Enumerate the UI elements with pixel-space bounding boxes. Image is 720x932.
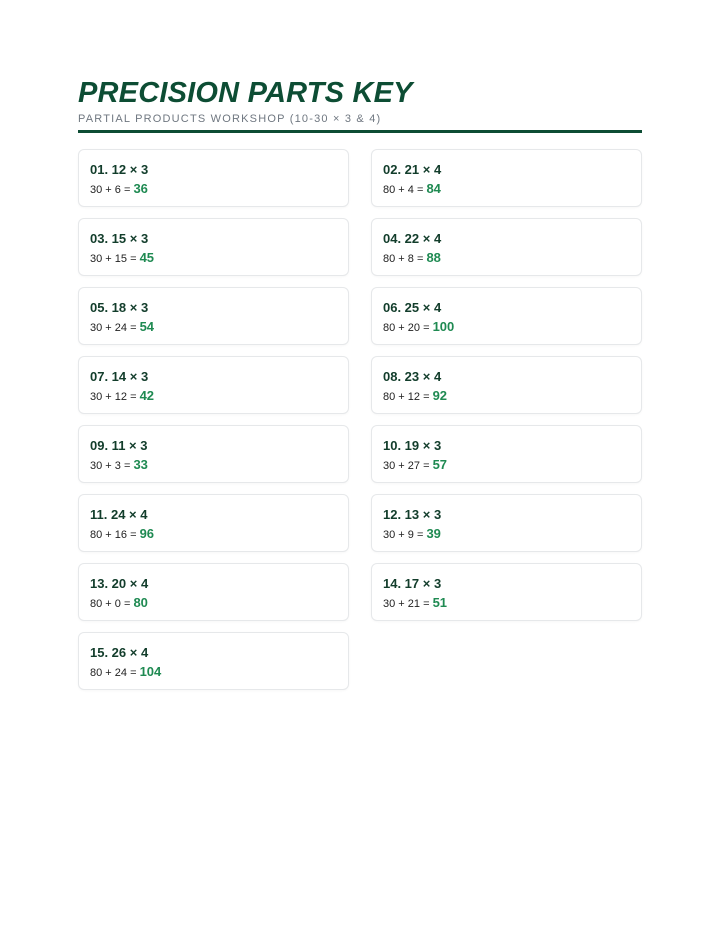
answer-value: 92 xyxy=(432,388,448,403)
partial-products-line xyxy=(383,180,630,199)
problem-label: 01. 12 × 3 xyxy=(90,162,149,177)
header-divider xyxy=(78,130,642,133)
problem-label: 11. 24 × 4 xyxy=(90,507,148,522)
problem-label: 04. 22 × 4 xyxy=(383,231,442,246)
partial-products-sum: 80 + 20 = xyxy=(383,322,430,334)
problem-label: 08. 23 × 4 xyxy=(383,369,442,384)
problem-label: 15. 26 × 4 xyxy=(90,645,149,660)
problem-card xyxy=(371,149,642,207)
problem-card xyxy=(78,218,349,276)
partial-products-sum: 80 + 12 = xyxy=(383,391,430,403)
problem-card xyxy=(371,218,642,276)
partial-products-sum: 80 + 4 = xyxy=(383,184,424,196)
problem-card xyxy=(371,494,642,552)
problem-label: 14. 17 × 3 xyxy=(383,576,442,591)
problem-grid xyxy=(78,149,642,690)
partial-products-line xyxy=(90,318,337,337)
problem-card xyxy=(78,494,349,552)
problem-card xyxy=(78,287,349,345)
answer-value: 42 xyxy=(139,388,155,403)
partial-products-sum: 30 + 27 = xyxy=(383,460,430,472)
answer-value: 100 xyxy=(432,319,455,334)
partial-products-sum: 30 + 24 = xyxy=(90,322,137,334)
problem-card xyxy=(78,632,349,690)
partial-products-sum: 80 + 8 = xyxy=(383,253,424,265)
problem-card xyxy=(78,425,349,483)
answer-value: 104 xyxy=(139,664,162,679)
answer-value: 39 xyxy=(426,526,441,541)
problem-label: 02. 21 × 4 xyxy=(383,162,442,177)
partial-products-line xyxy=(90,456,337,475)
partial-products-sum: 80 + 16 = xyxy=(90,529,137,541)
partial-products-sum: 30 + 9 = xyxy=(383,529,424,541)
problem-label: 13. 20 × 4 xyxy=(90,576,149,591)
answer-value: 45 xyxy=(139,250,155,265)
problem-card xyxy=(78,563,349,621)
partial-products-line xyxy=(90,387,337,406)
problem-card xyxy=(78,356,349,414)
partial-products-line xyxy=(90,525,337,544)
page-subtitle: PARTIAL PRODUCTS WORKSHOP (10-30 × 3 & 4) xyxy=(78,113,382,125)
partial-products-sum: 30 + 12 = xyxy=(90,391,137,403)
partial-products-sum: 80 + 0 = xyxy=(90,598,131,610)
partial-products-sum: 80 + 24 = xyxy=(90,667,137,679)
problem-card xyxy=(371,356,642,414)
answer-value: 57 xyxy=(432,457,448,472)
partial-products-sum: 30 + 15 = xyxy=(90,253,137,265)
problem-label: 03. 15 × 3 xyxy=(90,231,149,246)
problem-label: 10. 19 × 3 xyxy=(383,438,442,453)
answer-value: 36 xyxy=(133,181,148,196)
partial-products-line xyxy=(383,525,630,544)
partial-products-line xyxy=(383,249,630,268)
problem-label: 05. 18 × 3 xyxy=(90,300,149,315)
partial-products-sum: 30 + 21 = xyxy=(383,598,430,610)
problem-label: 07. 14 × 3 xyxy=(90,369,149,384)
partial-products-line xyxy=(383,318,630,337)
problem-card xyxy=(371,425,642,483)
partial-products-sum: 30 + 3 = xyxy=(90,460,131,472)
partial-products-line xyxy=(90,249,337,268)
problem-label: 09. 11 × 3 xyxy=(90,438,148,453)
answer-value: 80 xyxy=(133,595,148,610)
page-title: PRECISION PARTS KEY xyxy=(78,77,413,109)
problem-card xyxy=(78,149,349,207)
answer-value: 96 xyxy=(139,526,155,541)
partial-products-line xyxy=(90,594,337,613)
problem-label: 12. 13 × 3 xyxy=(383,507,442,522)
partial-products-line xyxy=(90,663,337,682)
answer-value: 54 xyxy=(139,319,155,334)
answer-value: 51 xyxy=(432,595,448,610)
answer-value: 88 xyxy=(426,250,441,265)
problem-card xyxy=(371,563,642,621)
answer-value: 84 xyxy=(426,181,441,196)
partial-products-line xyxy=(90,180,337,199)
partial-products-line xyxy=(383,387,630,406)
partial-products-line xyxy=(383,594,630,613)
partial-products-line xyxy=(383,456,630,475)
problem-card xyxy=(371,287,642,345)
page-header xyxy=(78,76,642,126)
partial-products-sum: 30 + 6 = xyxy=(90,184,131,196)
answer-value: 33 xyxy=(133,457,148,472)
problem-label: 06. 25 × 4 xyxy=(383,300,442,315)
